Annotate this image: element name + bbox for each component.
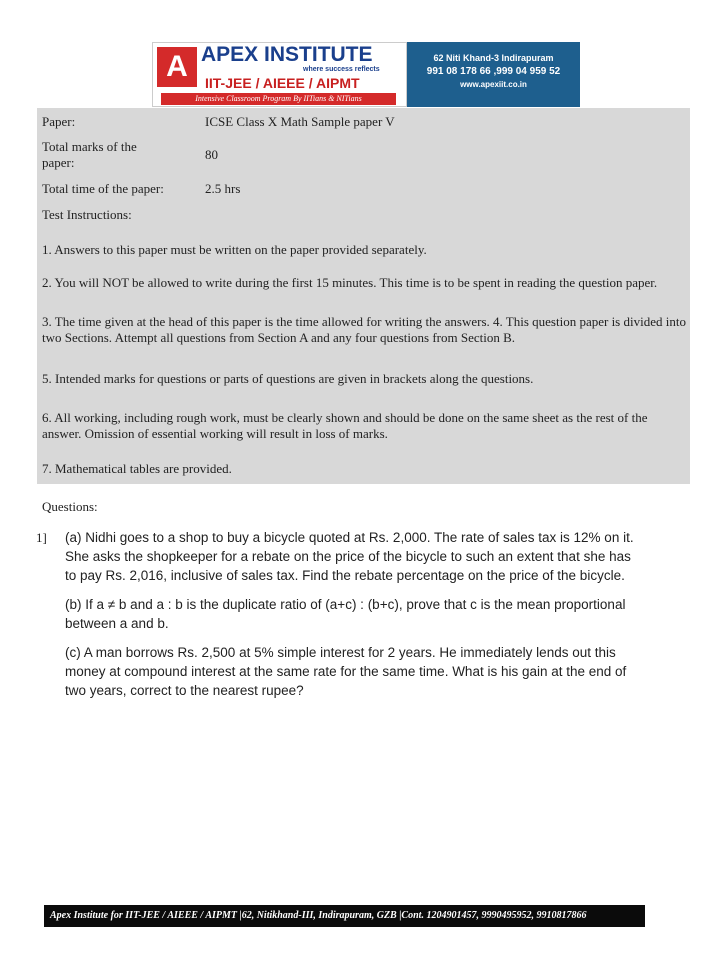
footer: Apex Institute for IIT-JEE / AIEEE / AIPMT |62, Nitikhand-III, Indirapuram, GZB |Cont. 1204901457, 9990495952, 9910817866 — [44, 905, 645, 927]
instruction: 7. Mathematical tables are provided. — [42, 461, 232, 476]
info-box — [37, 108, 690, 484]
instruction: 6. All working, including rough work, must be clearly shown and should be done on the same sheet as the rest of the answer. Omission of essential working will result in loss of marks. — [42, 410, 648, 441]
question-1a: (a) Nidhi goes to a shop to buy a bicycle quoted at Rs. 2,000. The rate of sales tax is 12% on it. She asks the shopkeeper for a rebate on the price of the bicycle to such an extent that she has to pay Rs. 2,016, inclusive of sales tax. Find the rebate percentage on the price of the bicycle. — [65, 530, 634, 583]
questions-label: Questions: — [42, 499, 98, 514]
marks-value: 80 — [205, 147, 218, 162]
header-banner — [152, 42, 580, 107]
logo — [152, 42, 407, 107]
question-1 — [65, 528, 635, 710]
instruction: 1. Answers to this paper must be written on the paper provided separately. — [42, 242, 427, 257]
time-label: Total time of the paper: — [42, 181, 164, 196]
address: 62 Niti Khand-3 Indirapuram — [433, 53, 554, 63]
tagline: where success reflects — [303, 66, 380, 73]
marks-label: Total marks of the paper: — [42, 139, 137, 170]
website: www.apexiit.co.in — [460, 80, 527, 89]
question-1b: (b) If a ≠ b and a : b is the duplicate ratio of (a+c) : (b+c), prove that c is the mean proportional between a and b. — [65, 597, 626, 631]
exams: IIT-JEE / AIEEE / AIPMT — [205, 75, 360, 91]
logo-mark: A — [157, 47, 197, 87]
instruction: 2. You will NOT be allowed to write during the first 15 minutes. This time is to be spent in reading the question paper. — [42, 275, 658, 290]
time-value: 2.5 hrs — [205, 181, 241, 196]
phones: 991 08 178 66 ,999 04 959 52 — [426, 66, 561, 77]
instructions-label: Test Instructions: — [42, 207, 132, 222]
instruction: 5. Intended marks for questions or parts of questions are given in brackets along the questions. — [42, 371, 534, 386]
instruction: 3. The time given at the head of this paper is the time allowed for writing the answers. 4. This question paper is divided into two Sections. Attempt all questions from Section A and any four questions from Section B. — [42, 314, 686, 345]
contact-panel — [407, 42, 580, 107]
question-number: 1] — [36, 530, 47, 545]
paper-value: ICSE Class X Math Sample paper V — [205, 114, 395, 129]
paper-label: Paper: — [42, 114, 76, 129]
question-1c: (c) A man borrows Rs. 2,500 at 5% simple interest for 2 years. He immediately lends out this money at compound interest at the same rate for the same time. What is his gain at the end of two years, correct to the nearest rupee? — [65, 645, 627, 698]
institute-name: APEX INSTITUTE — [201, 43, 373, 66]
program: Intensive Classroom Program By IITians & NITians — [161, 93, 396, 105]
